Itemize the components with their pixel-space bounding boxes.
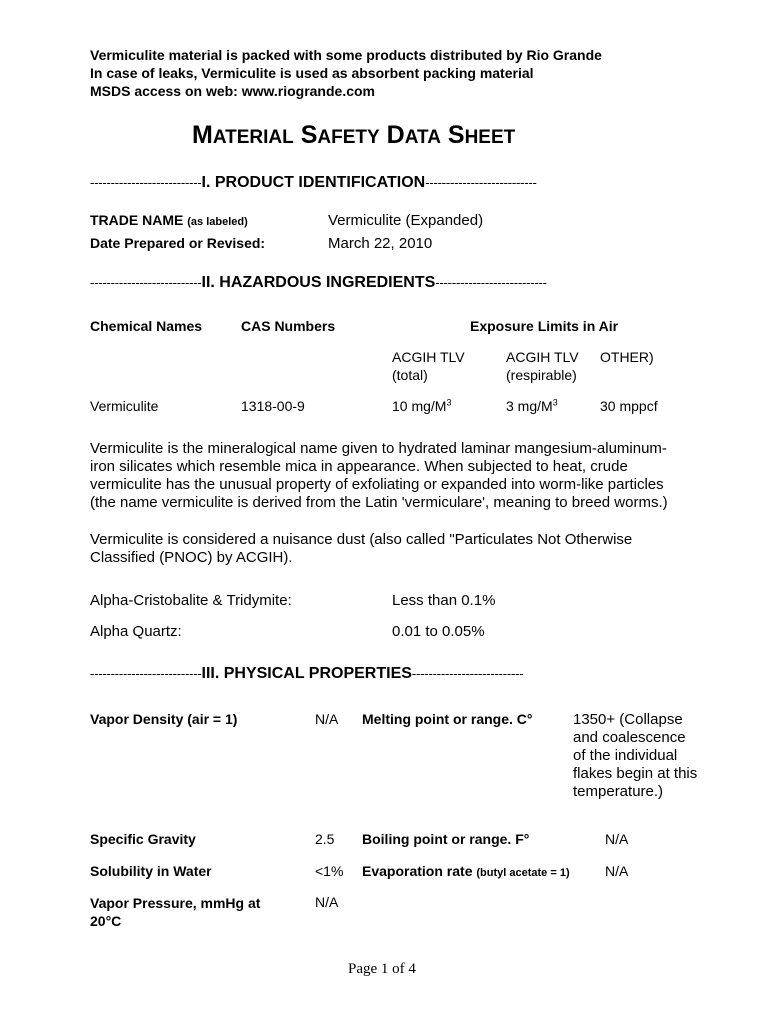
specific-gravity-value: 2.5 [315,831,335,847]
document-title: MATERIAL SAFETY DATA SHEET [192,121,516,149]
col-header-cas-numbers: CAS Numbers [241,318,336,334]
mineral-value-cristobalite: Less than 0.1% [392,592,496,609]
paragraph-description: Vermiculite is the mineralogical name given to hydrated laminar mangesium-aluminum-iron silicates which resemble mica in appearance. When subjected to heat, crude vermiculite has the unusual property of exfoliating or expanded into worm-like particles (the name vermiculite is derived from the Latin 'vermiculare', meaning to breed worms.) [90,440,668,511]
ingredient-tlv-respirable: 3 $mg/M^3$ [506,397,558,414]
section-heading-hazardous-ingredients: ---------------------------II. HAZARDOUS INGREDIENTS--------------------------- [90,274,547,291]
vapor-pressure-value: N/A [315,894,339,910]
col-header-chemical-names: Chemical Names [90,318,203,334]
vapor-pressure-label: Vapor Pressure, mmHg at 20°C [90,895,261,929]
subheader-acgih-respirable-1: ACGIH TLV [506,349,579,365]
subheader-acgih-respirable-2: (respirable) [506,367,577,383]
mineral-value-quartz: 0.01 to 0.05% [392,623,485,640]
page-number: Page 1 of 4 [348,961,416,977]
date-label: Date Prepared or Revised: [90,235,266,251]
subheader-other: OTHER) [600,349,654,365]
header-line-1: Vermiculite material is packed with some products distributed by Rio Grande [90,47,602,63]
solubility-value: <1% [315,863,344,879]
ingredient-tlv-total: 10 $mg/M^3$ [392,397,452,414]
vapor-density-label: Vapor Density (air = 1) [90,711,238,727]
subheader-acgih-total-2: (total) [392,367,428,383]
evaporation-rate-value: N/A [605,863,629,879]
subheader-acgih-total-1: ACGIH TLV [392,349,465,365]
col-header-exposure-limits: Exposure Limits in Air [470,318,619,334]
boiling-point-value: N/A [605,831,629,847]
section-heading-physical-properties: ---------------------------III. PHYSICAL PROPERTIES--------------------------- [90,665,524,682]
header-line-2: In case of leaks, Vermiculite is used as absorbent packing material [90,65,534,81]
date-value: March 22, 2010 [328,235,433,252]
vapor-density-value: N/A [315,711,339,727]
trade-name-value: Vermiculite (Expanded) [328,212,484,229]
ingredient-cas: 1318-00-9 [241,398,305,414]
trade-name-label: TRADE NAME (as labeled) [90,212,248,228]
solubility-label: Solubility in Water [90,863,212,879]
melting-point-value: 1350+ (Collapse and coalescence of the individual flakes begin at this temperature.) [573,711,698,800]
melting-point-label: Melting point or range. C° [362,711,533,727]
boiling-point-label: Boiling point or range. F° [362,831,530,847]
evaporation-rate-label: Evaporation rate (butyl acetate = 1) [362,863,570,879]
section-heading-product-identification: ---------------------------I. PRODUCT IDENTIFICATION--------------------------- [90,174,537,191]
paragraph-nuisance-dust: Vermiculite is considered a nuisance dust (also called "Particulates Not Otherwise Classified (PNOC) by ACGIH). [90,531,633,566]
mineral-label-cristobalite: Alpha-Cristobalite & Tridymite: [90,592,292,609]
ingredient-name: Vermiculite [90,398,159,414]
mineral-label-quartz: Alpha Quartz: [90,623,182,640]
ingredient-other: 30 mppcf [600,398,658,414]
header-line-3: MSDS access on web: www.riogrande.com [90,83,375,99]
specific-gravity-label: Specific Gravity [90,831,196,847]
